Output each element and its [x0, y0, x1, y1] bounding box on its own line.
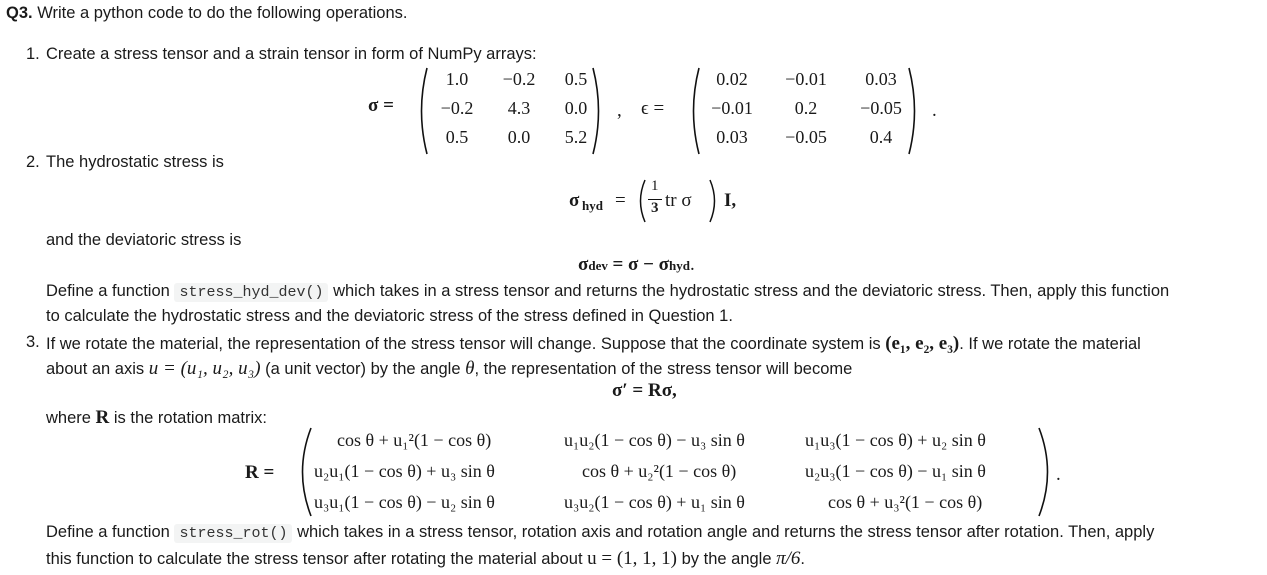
sigma-cell: −0.2 [440, 98, 474, 118]
hyd-lhs: σ [569, 190, 580, 211]
question-text: Write a python code to do the following operations. [32, 4, 408, 22]
hyd-equals: = [615, 190, 626, 211]
frac-numerator: 1 [651, 178, 659, 194]
R-equals: R = [245, 462, 275, 483]
matrix-comma: , [617, 100, 622, 121]
item1-number: 1. [26, 45, 40, 63]
dev-end: . [689, 254, 695, 275]
item2-define-line2: to calculate the hydrostatic stress and the deviatoric stress of the stress defined in Question 1. [46, 307, 733, 325]
rotation-equation: σ′ = Rσ, [612, 380, 677, 401]
left-paren [292, 426, 314, 518]
left-paren [635, 178, 647, 224]
item1-text: Create a stress tensor and a strain tensor in form of NumPy arrays: [46, 45, 537, 63]
sigma-cell: −0.2 [502, 69, 536, 89]
R-cell: u₃u₂(1 − cos θ) + u₁ sin θ [564, 492, 745, 512]
epsilon-cell: 0.2 [794, 98, 818, 118]
where-pre: where [46, 409, 91, 427]
deviatoric-equation [578, 254, 695, 280]
axis: u = (u₁, u₂, u₃) [148, 358, 261, 379]
item3-line1 [46, 333, 1141, 355]
line2-mid: (a unit vector) by the angle [265, 360, 461, 378]
epsilon-cell: 0.4 [869, 127, 893, 147]
dev-sub: dev [588, 258, 608, 273]
define-line2-mid: by the angle [681, 550, 772, 568]
epsilon-cell: 0.03 [865, 69, 897, 89]
question-label: Q3. [6, 4, 33, 22]
line1-end: . If we rotate the material [959, 335, 1141, 353]
sigma-cell: 0.0 [564, 98, 588, 118]
epsilon-cell: −0.05 [860, 98, 902, 118]
R-period: . [1056, 464, 1061, 485]
frac-denominator: 3 [651, 200, 659, 216]
sigma-cell: 4.3 [507, 98, 531, 118]
define-pre: Define a function [46, 523, 170, 541]
R-symbol: R [95, 407, 110, 428]
define-pre: Define a function [46, 282, 170, 300]
R-cell: u₂u₁(1 − cos θ) + u₃ sin θ [314, 461, 495, 481]
epsilon-cell: −0.01 [785, 69, 827, 89]
deviatoric-text: and the deviatoric stress is [46, 231, 242, 249]
epsilon-cell: 0.03 [716, 127, 748, 147]
function-name: stress_rot() [174, 524, 292, 543]
line2-post: , the representation of the stress tensor will become [474, 360, 853, 378]
dev-lhs: σ [578, 254, 589, 275]
R-cell: u₁u₂(1 − cos θ) − u₃ sin θ [564, 430, 745, 450]
R-cell: u₃u₁(1 − cos θ) − u₂ sin θ [314, 492, 495, 512]
sigma-cell: 1.0 [445, 69, 469, 89]
epsilon-cell: −0.05 [785, 127, 827, 147]
item3-define-line2 [46, 548, 805, 570]
function-name: stress_hyd_dev() [174, 283, 328, 302]
hyd-sub: hyd [582, 198, 603, 213]
angle-value: π/6 [776, 548, 801, 569]
item2-text: The hydrostatic stress is [46, 153, 224, 171]
where-line [46, 407, 267, 429]
line2-pre: about an axis [46, 360, 145, 378]
epsilon-symbol: ϵ = [641, 98, 665, 119]
dev-hyd-sub: hyd [669, 258, 690, 273]
theta: θ [465, 358, 475, 379]
axis-value: u = (1, 1, 1) [587, 548, 678, 569]
define-line2-pre: this function to calculate the stress tensor after rotating the material about [46, 550, 583, 568]
matrix-period: . [932, 100, 937, 121]
item2-define-line1 [46, 282, 1169, 301]
R-cell: cos θ + u₃²(1 − cos θ) [828, 492, 983, 512]
item3-define-line1 [46, 523, 1154, 542]
epsilon-cell: −0.01 [711, 98, 753, 118]
R-cell: cos θ + u₁²(1 − cos θ) [337, 430, 492, 450]
left-paren [686, 66, 702, 156]
sigma-cell: 5.2 [564, 127, 588, 147]
R-cell: cos θ + u₂²(1 − cos θ) [582, 461, 737, 481]
where-post: is the rotation matrix: [113, 409, 268, 427]
define-post: which takes in a stress tensor, rotation axis and rotation angle and returns the stress tensor after rotation. Then, apply [297, 523, 1155, 541]
line1-text: If we rotate the material, the representation of the stress tensor will change. Suppose that the coordinate system is [46, 335, 881, 353]
item3-number: 3. [26, 333, 40, 351]
R-cell: u₂u₃(1 − cos θ) − u₁ sin θ [805, 461, 986, 481]
sigma-cell: 0.5 [564, 69, 588, 89]
right-paren [1036, 426, 1058, 518]
sigma-cell: 0.0 [507, 127, 531, 147]
R-cell: u₁u₃(1 − cos θ) + u₂ sin θ [805, 430, 986, 450]
define-line2-end: . [800, 550, 806, 568]
dev-rest: = σ − σ [612, 254, 670, 275]
left-paren [414, 66, 430, 156]
question-heading [6, 4, 407, 23]
epsilon-cell: 0.02 [716, 69, 748, 89]
trace-sigma: tr σ [665, 190, 692, 211]
sigma-cell: 0.5 [445, 127, 469, 147]
define-post: which takes in a stress tensor and returns the hydrostatic stress and the deviatoric stress. Then, apply this function [333, 282, 1170, 300]
right-paren [708, 178, 720, 224]
sigma-symbol: σ = [368, 95, 394, 116]
identity: I, [724, 190, 737, 211]
item3-line2 [46, 358, 852, 380]
item2-number: 2. [26, 153, 40, 171]
basis: (e₁, e₂, e₃) [885, 333, 960, 354]
